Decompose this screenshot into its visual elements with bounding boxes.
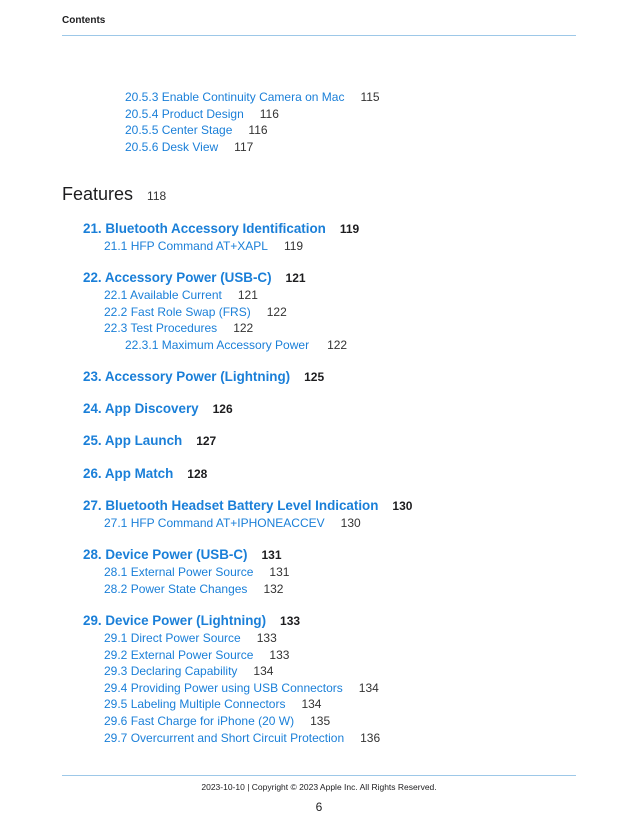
toc-entry[interactable] xyxy=(125,107,279,121)
chapter-page-number: 127 xyxy=(196,434,217,448)
header-divider xyxy=(62,35,576,36)
toc-link[interactable]: 28.1 External Power Source xyxy=(104,565,254,579)
part-heading[interactable] xyxy=(62,184,166,205)
chapter-entry[interactable] xyxy=(83,221,359,236)
toc-entry[interactable] xyxy=(104,582,283,596)
chapter-link[interactable]: 27. Bluetooth Headset Battery Level Indication xyxy=(83,498,379,513)
toc-page-number: 132 xyxy=(263,582,284,596)
toc-entry[interactable] xyxy=(104,321,253,335)
toc-link[interactable]: 29.1 Direct Power Source xyxy=(104,631,241,645)
toc-entry[interactable] xyxy=(104,565,289,579)
toc-page-number: 122 xyxy=(233,321,254,335)
chapter-link[interactable]: 21. Bluetooth Accessory Identification xyxy=(83,221,326,236)
chapter-entry[interactable] xyxy=(83,401,233,416)
chapter-entry[interactable] xyxy=(83,547,282,562)
chapter-entry[interactable] xyxy=(83,270,306,285)
toc-link[interactable]: 29.5 Labeling Multiple Connectors xyxy=(104,697,286,711)
chapter-page-number: 125 xyxy=(304,370,325,384)
chapter-page-number: 133 xyxy=(280,614,301,628)
toc-link[interactable]: 29.6 Fast Charge for iPhone (20 W) xyxy=(104,714,295,728)
toc-entry[interactable] xyxy=(104,714,330,728)
chapter-page-number: 126 xyxy=(212,402,233,416)
chapter-link[interactable]: 29. Device Power (Lightning) xyxy=(83,613,267,628)
toc-entry[interactable] xyxy=(125,140,253,154)
footer-divider xyxy=(62,775,576,776)
chapter-entry[interactable] xyxy=(83,433,216,448)
toc-page-number: 134 xyxy=(301,697,322,711)
toc-link[interactable]: 20.5.4 Product Design xyxy=(125,107,244,121)
chapter-page-number: 128 xyxy=(187,467,208,481)
chapter-link[interactable]: 24. App Discovery xyxy=(83,401,199,416)
toc-link[interactable]: 22.3 Test Procedures xyxy=(104,321,218,335)
chapter-entry[interactable] xyxy=(83,613,300,628)
toc-page-number: 135 xyxy=(310,714,331,728)
toc-entry[interactable] xyxy=(104,648,289,662)
toc-page-number: 122 xyxy=(327,338,348,352)
chapter-page-number: 121 xyxy=(285,271,306,285)
chapter-link[interactable]: 23. Accessory Power (Lightning) xyxy=(83,369,291,384)
toc-page-number: 121 xyxy=(237,288,258,302)
toc-entry[interactable] xyxy=(104,239,303,253)
toc-link[interactable]: 29.3 Declaring Capability xyxy=(104,664,238,678)
toc-entry[interactable] xyxy=(125,123,268,137)
toc-page-number: 130 xyxy=(340,516,361,530)
toc-page-number: 131 xyxy=(269,565,290,579)
chapter-entry[interactable] xyxy=(83,466,207,481)
chapter-link[interactable]: 25. App Launch xyxy=(83,433,183,448)
toc-link[interactable]: 21.1 HFP Command AT+XAPL xyxy=(104,239,268,253)
toc-entry[interactable] xyxy=(104,697,321,711)
toc-page-number: 133 xyxy=(269,648,290,662)
toc-page-number: 115 xyxy=(360,90,380,104)
toc-link[interactable]: 20.5.3 Enable Continuity Camera on Mac xyxy=(125,90,345,104)
toc-link[interactable]: 20.5.6 Desk View xyxy=(125,140,219,154)
page-number: 6 xyxy=(315,800,323,814)
toc-link[interactable]: 29.7 Overcurrent and Short Circuit Protection xyxy=(104,731,345,745)
chapter-link[interactable]: 22. Accessory Power (USB-C) xyxy=(83,270,272,285)
toc-page-number: 134 xyxy=(253,664,274,678)
toc-page-number: 122 xyxy=(266,305,287,319)
toc-link[interactable]: 28.2 Power State Changes xyxy=(104,582,248,596)
toc-entry[interactable] xyxy=(104,305,287,319)
toc-entry[interactable] xyxy=(104,681,379,695)
part-page-number: 118 xyxy=(147,189,167,203)
toc-link[interactable]: 22.2 Fast Role Swap (FRS) xyxy=(104,305,251,319)
toc-entry[interactable] xyxy=(104,631,277,645)
chapter-link[interactable]: 28. Device Power (USB-C) xyxy=(83,547,248,562)
toc-entry[interactable] xyxy=(125,338,347,352)
toc-page-number: 133 xyxy=(256,631,277,645)
toc-link[interactable]: 27.1 HFP Command AT+IPHONEACCEV xyxy=(104,516,325,530)
toc-entry[interactable] xyxy=(104,516,361,530)
toc-link[interactable]: 29.4 Providing Power using USB Connectors xyxy=(104,681,343,695)
toc-link[interactable]: 29.2 External Power Source xyxy=(104,648,254,662)
toc-entry[interactable] xyxy=(104,731,380,745)
toc-page-number: 116 xyxy=(259,107,279,121)
part-title[interactable]: Features xyxy=(62,184,134,204)
toc-page-number: 117 xyxy=(234,140,254,154)
chapter-entry[interactable] xyxy=(83,369,324,384)
footer-copyright: 2023-10-10 | Copyright © 2023 Apple Inc. All Rights Reserved. xyxy=(201,782,437,792)
toc-link[interactable]: 22.3.1 Maximum Accessory Power xyxy=(125,338,310,352)
chapter-page-number: 119 xyxy=(339,222,360,236)
chapter-page-number: 130 xyxy=(392,499,413,513)
toc-page-number: 134 xyxy=(358,681,379,695)
header-title: Contents xyxy=(62,15,106,26)
chapter-entry[interactable] xyxy=(83,498,412,513)
toc-entry[interactable] xyxy=(104,288,258,302)
toc-link[interactable]: 22.1 Available Current xyxy=(104,288,222,302)
toc-link[interactable]: 20.5.5 Center Stage xyxy=(125,123,233,137)
toc-entry[interactable] xyxy=(125,90,380,104)
toc-entry[interactable] xyxy=(104,664,273,678)
chapter-page-number: 131 xyxy=(261,548,282,562)
toc-page-number: 136 xyxy=(360,731,381,745)
toc-page-number: 116 xyxy=(248,123,268,137)
toc-page-number: 119 xyxy=(283,239,304,253)
chapter-link[interactable]: 26. App Match xyxy=(83,466,174,481)
